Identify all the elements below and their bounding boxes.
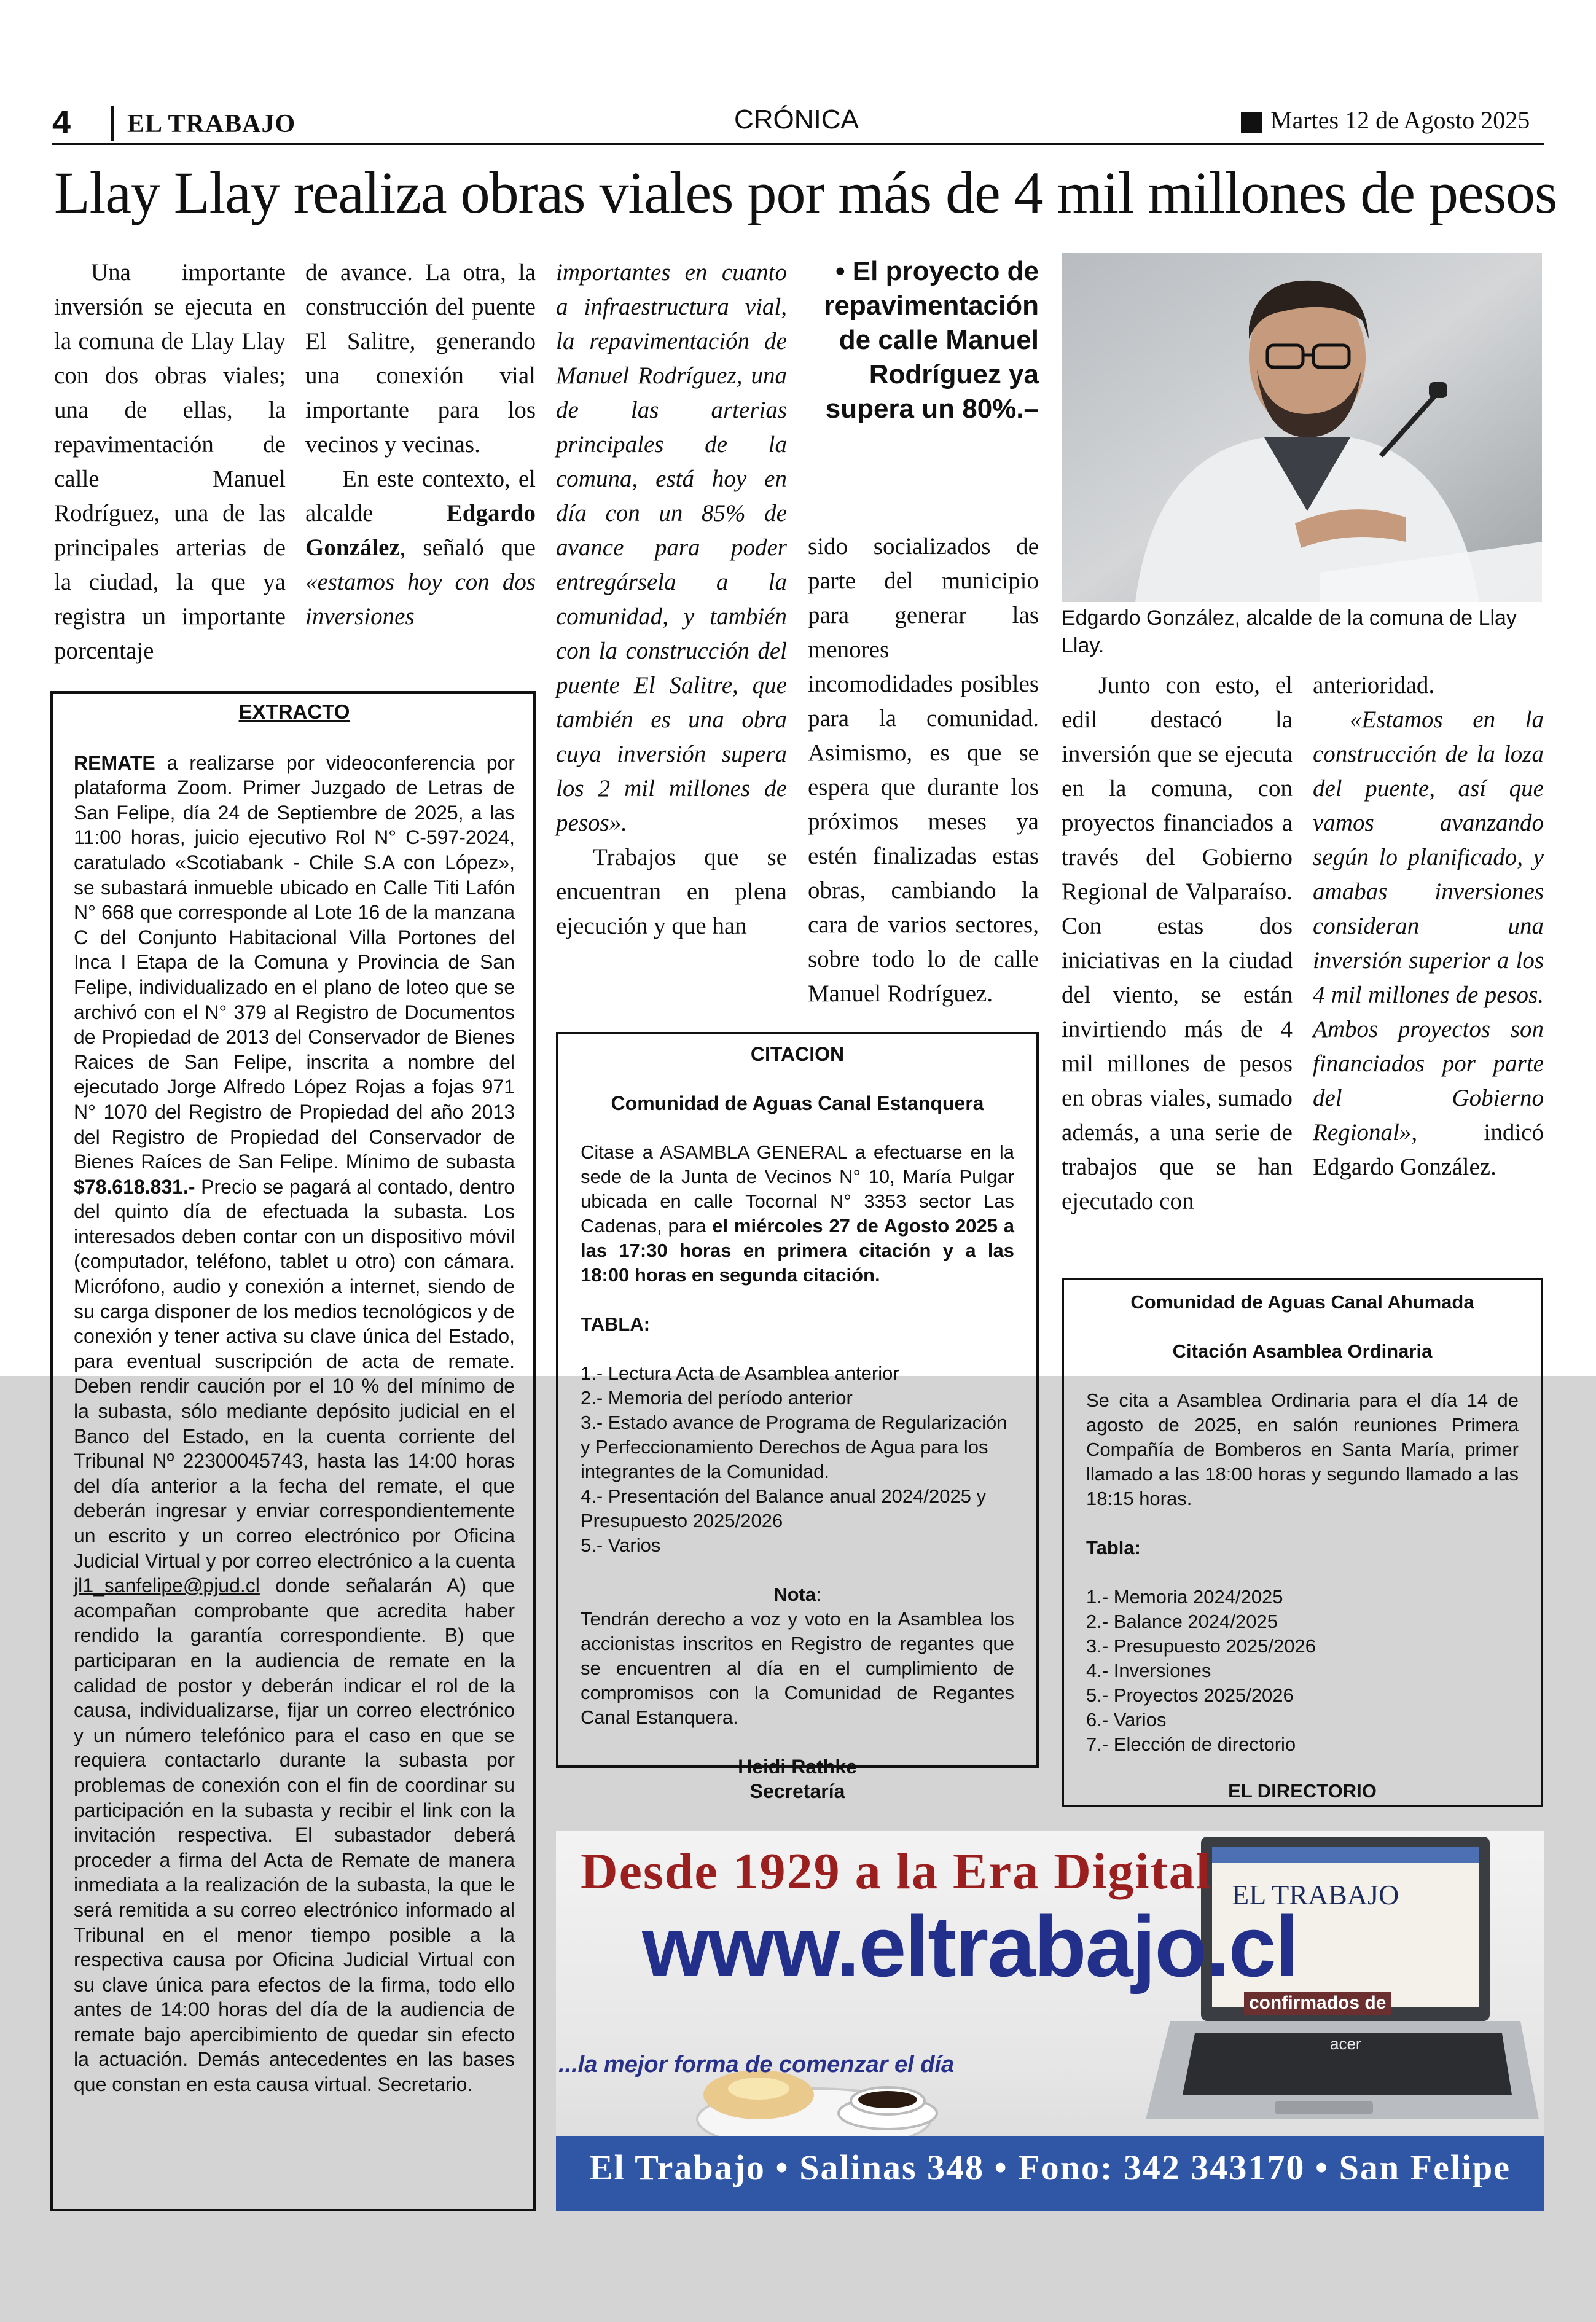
tabla-list — [1086, 1585, 1519, 1757]
article-paragraph — [1313, 703, 1544, 1184]
article-paragraph: anterioridad. — [1313, 672, 1435, 698]
ad-headline: Desde 1929 a la Era Digital — [581, 1843, 1211, 1900]
tabla-item: 3.- Presupuesto 2025/2026 — [1086, 1635, 1316, 1657]
ahumada-footer: EL DIRECTORIO — [1228, 1780, 1377, 1802]
nota-heading: Nota: — [773, 1584, 821, 1605]
speaker-illustration — [1062, 253, 1542, 602]
ad-contact: El Trabajo • Salinas 348 • Fono: 342 343170 • San Felipe — [589, 2148, 1511, 2187]
laptop-brand: acer — [1330, 2035, 1361, 2053]
ahumada-body: Se cita a Asamblea Ordinaria para el día 14 de agosto de 2025, en salón reuniones Primera Compañía de Bomberos en Santa María, primer llamado a las 18:00 horas y segundo llamado a las 18:15 horas. — [1086, 1390, 1519, 1509]
citacion-org: Comunidad de Aguas Canal Estanquera — [611, 1092, 984, 1114]
signer-name: Heidi Rathke — [738, 1756, 857, 1778]
issue-date: Martes 12 de Agosto 2025 — [1270, 106, 1530, 134]
minimum-amount: $78.618.831.- — [74, 1175, 195, 1198]
ad-screen-title: EL TRABAJO — [1232, 1879, 1399, 1910]
tabla-title: Tabla: — [1086, 1537, 1141, 1558]
ad-website[interactable]: www.eltrabajo.cl — [642, 1898, 1298, 1995]
extracto-body — [74, 751, 515, 2097]
tabla-item: 4.- Inversiones — [1086, 1660, 1211, 1681]
text-run: En este contexto, el alcalde — [305, 466, 536, 526]
signer-role: Secretaría — [749, 1780, 845, 1802]
remate-label: REMATE — [74, 751, 155, 774]
text-run: , señaló que — [399, 534, 536, 561]
tabla-item: 6.- Varios — [1086, 1709, 1167, 1730]
article-headline: Llay Llay realiza obras viales por más de 4 mil millones de pesos — [54, 160, 1557, 225]
article-paragraph: Junto con esto, el edil destacó la inversión que se ejecuta en la comuna, con proyectos financiados a través del Gobierno Regional de Valparaíso. Con estas dos iniciativas en la ciudad del viento, se están invirtiendo más de 4 mil millones de pesos en obras viales, sumado además, a una serie de trabajos que se han ejecutado con — [1062, 672, 1293, 1214]
tabla-item: 4.- Presentación del Balance anual 2024/2025 y Presupuesto 2025/2026 — [581, 1485, 987, 1531]
tabla-item: 2.- Memoria del período anterior — [581, 1387, 853, 1409]
tabla-item: 3.- Estado avance de Programa de Regularización y Perfeccionamiento Derechos de Agua para los integrantes de la Comunidad. — [581, 1412, 1007, 1482]
text-run: a realizarse por videoconferencia por plataforma Zoom. Primer Juzgado de Letras de San Felipe, día 24 de Septiembre de 2025, a las 11:00 horas, juicio ejecutivo Rol N° C-597-2024, caratulado «Scotiabank - Chile S.A con López», se subastará inmueble ubicado en Calle Titi Lafón N° 668 que corresponde al Lote 16 de la manzana C del Conjunto Habitacional Villa Portones del Inca I Etapa de la Comuna y Provincia de San Felipe, individualizado en el plano de loteo que se archivó con el N° 379 al Registro de Documentos de Propiedad de 2013 del Conservador de Bienes Raices de San Felipe, inscrita a nombre del ejecutado Jorge Alfredo López Rojas a fojas 971 N° 1070 del Registro de Propiedad del año 2013 del Registro de Propiedad del Conservador de Bienes Raíces de San Felipe. Mínimo de subasta — [74, 751, 515, 1173]
tabla-item: 1.- Lectura Acta de Asamblea anterior — [581, 1362, 899, 1384]
text-run: donde señalarán A) que acompañan comprobante que acredita haber rendido la garantía correspondiente. B) que participaran en la audiencia de remate en la calidad de postor y deberán indicar el rol de la causa, individualizarse, fijar un correo electrónico y un número telefónico para el caso en que se requiera contactarlo durante la subasta por problemas de conexión con el fin de coordinar su participación en la subasta y recibir el link con la invitación respectiva. El subastador deberá proceder a firma del Acta de Remate de manera inmediata a la realización de la subasta, la que le será remitida a su correo electrónico informado al Tribunal en el menor tiempo posible a la respectiva causa por Oficina Judicial Virtual con su clave única para efectos de la firma, todo ello antes de 14:00 horas del día de la audiencia de remate bajo apercibimiento de quedar sin efecto la actuación. Demás antecedentes en las bases que constan en esta causa virtual. Secretario. — [74, 1574, 515, 2096]
ahumada-subtitle: Citación Asamblea Ordinaria — [1172, 1340, 1433, 1362]
ad-tagline: ...la mejor forma de comenzar el día — [558, 2052, 955, 2078]
text-run: Precio se pagará al contado, dentro del quinto día de efectuada la subasta. Los interesados deben contar con un dispositivo móvil (computador, teléfono, tablet u otro) con cámara. Micrófono, audio y conexión a internet, siendo de su carga disponer de los medios tecnológicos y de conexión y tener activa su clave única del Estado, para eventual suscripción de acta de remate. Deben rendir caución por el 10 % del mínimo de la subasta, sólo mediante depósito judicial en el Banco del Estado, en la cuenta corriente del Tribunal Nº 22300045743, hasta las 14:00 horas del día anterior a la fecha del remate, el que deberán ingresar y enviar correspondientemente un escrito y un correo electrónico por Oficina Judicial Virtual y por correo electrónico a la cuenta — [74, 1175, 515, 1572]
article-column-3 — [556, 256, 787, 944]
text-run: Citase a ASAMBLA GENERAL a efectuarse en la sede de la Junta de Vecinos N° 10, María Pulgar ubicada en calle Tocornal N° 3353 sector Las Cadenas, para — [581, 1141, 1014, 1237]
square-bullet-icon — [1241, 112, 1262, 133]
citacion-title: CITACION — [750, 1043, 845, 1065]
tabla-item: 5.- Varios — [581, 1534, 661, 1556]
photo-caption: Edgardo González, alcalde de la comuna de Llay Llay. — [1062, 606, 1517, 657]
tabla-list — [581, 1361, 1014, 1558]
ahumada-notice — [1062, 1278, 1543, 1807]
tabla-title: TABLA: — [581, 1313, 651, 1335]
article-quote: importantes en cuanto a infraestructura vial, la repavimentación de Manuel Rodríguez, una de las arterias principales de la comuna, está hoy en día con un 85% de avance para poder entregársela a la comunidad, y también con la construcción del puente El Salitre, que también es una obra cuya inversión supera los 2 mil millones de pesos». — [556, 259, 787, 836]
header-divider — [111, 106, 114, 141]
article-column-4 — [808, 530, 1039, 1011]
citacion-notice — [556, 1032, 1039, 1802]
article-column-6 — [1313, 668, 1544, 1184]
nota-title: Nota — [773, 1584, 816, 1605]
article-paragraph: Una importante inversión se ejecuta en la comuna de Llay Llay con dos obras viales; una de ellas, la repavimentación de calle Manuel Rodríguez, una de las principales arterias de la ciudad, la que ya registra un importante porcentaje — [54, 259, 286, 664]
tabla-item: 1.- Memoria 2024/2025 — [1086, 1586, 1283, 1608]
section-name: CRÓNICA — [734, 104, 859, 135]
mayor-photo — [1062, 253, 1542, 602]
mayor-name: Edgardo González — [305, 500, 536, 561]
nota-text: Tendrán derecho a voz y voto en la Asamblea los accionistas inscritos en Registro de regantes que se encuentren al día en el cumplimiento de compromisos con la Comunidad de Regantes Canal Estanquera. — [581, 1608, 1014, 1728]
ahumada-org: Comunidad de Aguas Canal Ahumada — [1130, 1291, 1474, 1313]
citacion-body — [581, 1140, 1014, 1288]
header-rule — [52, 143, 1544, 145]
extracto-notice — [50, 691, 536, 2211]
court-email: jl1_sanfelipe@pjud.cl — [74, 1574, 260, 1597]
tabla-item: 7.- Elección de directorio — [1086, 1734, 1296, 1755]
article-column-1 — [54, 256, 286, 668]
article-paragraph: Trabajos que se encuentran en plena ejecución y que han — [556, 844, 787, 939]
article-paragraph: de avance. La otra, la construcción del puente El Salitre, generando una conexión vial importante para los vecinos y vecinas. — [305, 259, 536, 458]
eltrabajo-advertisement — [556, 1831, 1544, 2211]
quote-start: «estamos hoy con dos inversiones — [305, 569, 536, 630]
article-column-5 — [1062, 668, 1293, 1219]
article-quote: «Estamos en la construcción de la loza del puente, así que vamos avanzando según lo planificado, y amabas inversiones consideran una inversión superior a los 4 mil millones de pesos. Ambos proyectos son financiados por parte del Gobierno Regional» — [1313, 706, 1544, 1146]
tabla-item: 2.- Balance 2024/2025 — [1086, 1611, 1278, 1632]
article-paragraph: sido socializados de parte del municipio para generar las menores incomodidades posibles para la comunidad. Asimismo, es que se espera que durante los próximos meses ya estén finalizadas estas obras, cambiando la cara de varios sectores, sobre todo lo de calle Manuel Rodríguez. — [808, 533, 1039, 1007]
page-number: 4 — [52, 104, 71, 141]
lead-highlight: • El proyecto de repavimentación de calle Manuel Rodríguez ya supera un 80%.– — [824, 256, 1039, 424]
newspaper-name: EL TRABAJO — [127, 110, 296, 138]
ad-screen-subtitle: confirmados de — [1244, 1992, 1391, 2015]
extracto-title: EXTRACTO — [238, 700, 350, 723]
citacion-datetime: el miércoles 27 de Agosto 2025 a las 17:30 horas en primera citación y a las 18:00 horas en segunda citación. — [581, 1215, 1014, 1286]
article-column-2 — [305, 256, 536, 634]
text-run: , indicó Edgardo González. — [1313, 1119, 1544, 1180]
article-paragraph — [305, 462, 536, 634]
tabla-item: 5.- Proyectos 2025/2026 — [1086, 1684, 1294, 1706]
